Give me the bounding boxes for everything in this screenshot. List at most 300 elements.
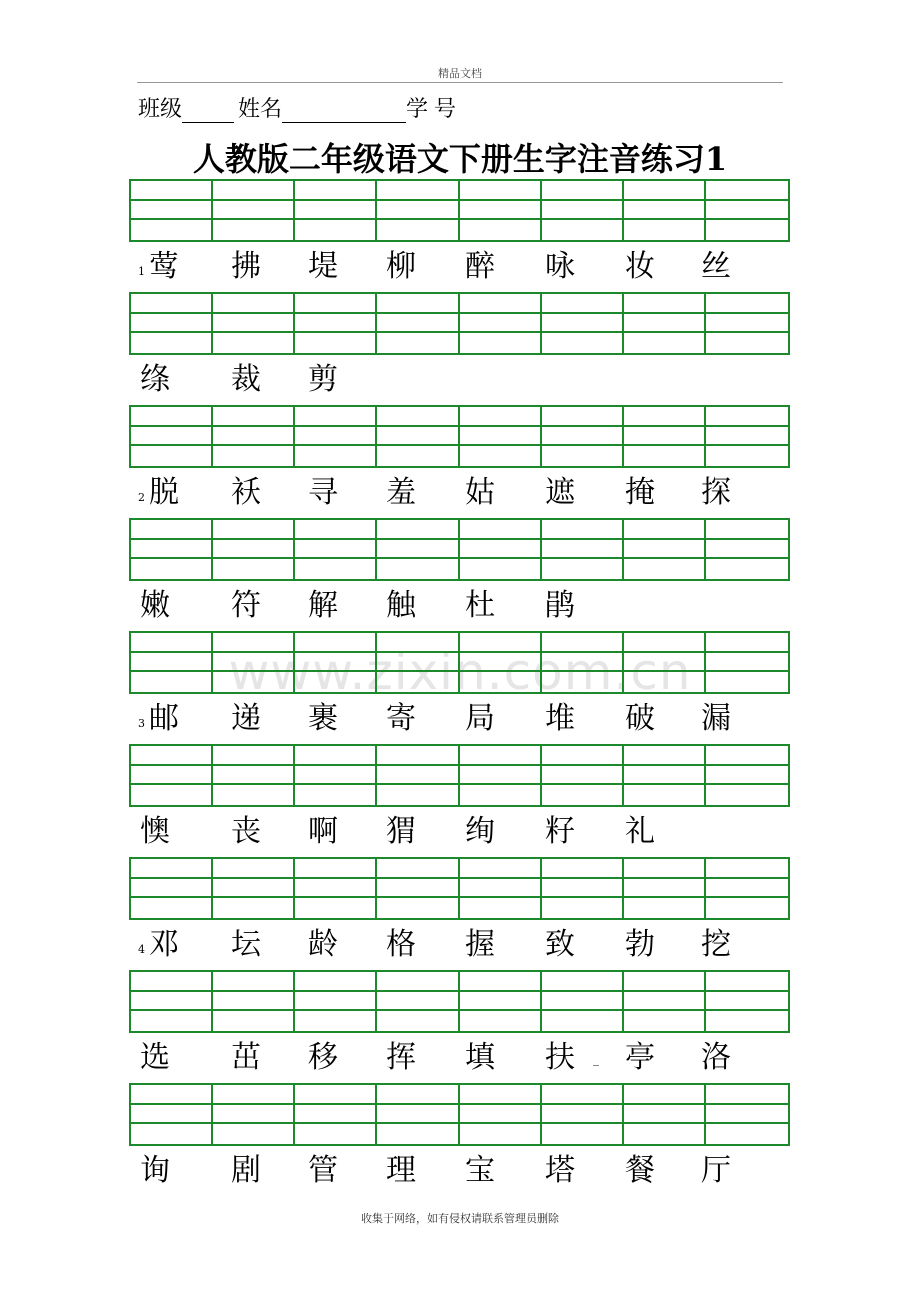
pinyin-cell[interactable] <box>460 1124 542 1144</box>
pinyin-cell[interactable] <box>460 785 542 805</box>
pinyin-cell[interactable] <box>706 859 788 879</box>
chinese-character: 局 <box>465 701 495 736</box>
pinyin-cell[interactable] <box>542 746 624 766</box>
pinyin-cell[interactable] <box>295 859 377 879</box>
chinese-character: 掩 <box>625 475 655 510</box>
chinese-character: 管 <box>308 1153 338 1188</box>
pinyin-cell[interactable] <box>706 407 788 427</box>
pinyin-cell[interactable] <box>131 407 213 427</box>
pinyin-cell[interactable] <box>295 1105 377 1125</box>
pinyin-cell[interactable] <box>624 898 706 918</box>
pinyin-cell[interactable] <box>295 540 377 560</box>
chinese-character: 脱 <box>149 475 179 510</box>
pinyin-cell[interactable] <box>460 653 542 673</box>
chinese-character: 籽 <box>545 814 575 849</box>
chinese-character: 剧 <box>231 1153 261 1188</box>
pinyin-cell[interactable] <box>213 992 295 1012</box>
chinese-character: 嫩 <box>140 588 170 623</box>
pinyin-cell[interactable] <box>706 992 788 1012</box>
pinyin-cell[interactable] <box>624 766 706 786</box>
pinyin-cell[interactable] <box>131 898 213 918</box>
chinese-character: 致 <box>545 927 575 962</box>
pinyin-cell[interactable] <box>213 333 295 353</box>
chinese-character: 解 <box>308 588 338 623</box>
chinese-character: 餐 <box>625 1153 655 1188</box>
chinese-character: 格 <box>386 927 416 962</box>
character-row <box>138 1151 788 1191</box>
pinyin-cell[interactable] <box>295 1011 377 1031</box>
pinyin-cell[interactable] <box>295 520 377 540</box>
chinese-character: 绚 <box>465 814 495 849</box>
pinyin-cell[interactable] <box>706 1124 788 1144</box>
pinyin-cell[interactable] <box>131 540 213 560</box>
pinyin-cell[interactable] <box>213 427 295 447</box>
pinyin-cell[interactable] <box>542 220 624 240</box>
chinese-character: 挖 <box>701 927 731 962</box>
pinyin-cell[interactable] <box>295 1124 377 1144</box>
pinyin-cell[interactable] <box>213 653 295 673</box>
pinyin-cell[interactable] <box>295 181 377 201</box>
pinyin-cell[interactable] <box>624 181 706 201</box>
pinyin-cell[interactable] <box>706 314 788 334</box>
footer-text: 收集于网络，如有侵权请联系管理员删除 <box>361 1212 559 1225</box>
pinyin-cell[interactable] <box>213 746 295 766</box>
chinese-character: 握 <box>465 927 495 962</box>
pinyin-cell[interactable] <box>213 859 295 879</box>
pinyin-cell[interactable] <box>377 672 459 692</box>
pinyin-cell[interactable] <box>295 785 377 805</box>
chinese-character: 醉 <box>465 249 495 284</box>
pinyin-cell[interactable] <box>131 785 213 805</box>
pinyin-cell[interactable] <box>624 879 706 899</box>
pinyin-cell[interactable] <box>377 898 459 918</box>
pinyin-cell[interactable] <box>542 766 624 786</box>
pinyin-cell[interactable] <box>542 294 624 314</box>
pinyin-grid <box>129 631 790 694</box>
pinyin-cell[interactable] <box>542 1011 624 1031</box>
chinese-character: 茁 <box>231 1040 261 1075</box>
pinyin-cell[interactable] <box>624 1105 706 1125</box>
pinyin-cell[interactable] <box>706 653 788 673</box>
pinyin-cell[interactable] <box>295 672 377 692</box>
pinyin-grid <box>129 292 790 355</box>
pinyin-cell[interactable] <box>624 540 706 560</box>
pinyin-cell[interactable] <box>542 898 624 918</box>
pinyin-cell[interactable] <box>377 201 459 221</box>
pinyin-grid <box>129 970 790 1033</box>
pinyin-cell[interactable] <box>624 333 706 353</box>
chinese-character: 漏 <box>701 701 731 736</box>
pinyin-cell[interactable] <box>377 766 459 786</box>
pinyin-cell[interactable] <box>213 446 295 466</box>
pinyin-cell[interactable] <box>295 746 377 766</box>
pinyin-cell[interactable] <box>377 785 459 805</box>
pinyin-cell[interactable] <box>706 540 788 560</box>
pinyin-grid <box>129 179 790 242</box>
pinyin-grid <box>129 744 790 807</box>
character-row <box>138 812 788 852</box>
pinyin-cell[interactable] <box>131 446 213 466</box>
pinyin-cell[interactable] <box>706 559 788 579</box>
pinyin-cell[interactable] <box>213 672 295 692</box>
chinese-character: 移 <box>308 1040 338 1075</box>
pinyin-cell[interactable] <box>131 1011 213 1031</box>
chinese-character: 堤 <box>308 249 338 284</box>
pinyin-cell[interactable] <box>377 1085 459 1105</box>
pinyin-cell[interactable] <box>295 1085 377 1105</box>
pinyin-cell[interactable] <box>460 559 542 579</box>
pinyin-cell[interactable] <box>460 1011 542 1031</box>
pinyin-cell[interactable] <box>377 446 459 466</box>
pinyin-cell[interactable] <box>460 766 542 786</box>
character-row <box>138 699 788 739</box>
chinese-character: 裁 <box>231 362 261 397</box>
pinyin-cell[interactable] <box>213 766 295 786</box>
pinyin-cell[interactable] <box>213 633 295 653</box>
pinyin-cell[interactable] <box>624 1124 706 1144</box>
lesson-number: 3 <box>138 717 145 730</box>
pinyin-cell[interactable] <box>213 1011 295 1031</box>
pinyin-cell[interactable] <box>213 201 295 221</box>
chinese-character: 破 <box>625 701 655 736</box>
pinyin-cell[interactable] <box>460 446 542 466</box>
lesson-number: 4 <box>138 943 145 956</box>
pinyin-cell[interactable] <box>706 520 788 540</box>
pinyin-cell[interactable] <box>542 520 624 540</box>
pinyin-cell[interactable] <box>377 1011 459 1031</box>
pinyin-cell[interactable] <box>706 1011 788 1031</box>
pinyin-cell[interactable] <box>131 972 213 992</box>
pinyin-cell[interactable] <box>460 407 542 427</box>
chinese-character: 懊 <box>140 814 170 849</box>
pinyin-cell[interactable] <box>295 879 377 899</box>
stray-mark: _ <box>593 1052 599 1066</box>
chinese-character: 礼 <box>625 814 655 849</box>
pinyin-cell[interactable] <box>213 540 295 560</box>
pinyin-cell[interactable] <box>542 672 624 692</box>
chinese-character: 妆 <box>625 249 655 284</box>
pinyin-cell[interactable] <box>624 446 706 466</box>
pinyin-cell[interactable] <box>377 540 459 560</box>
pinyin-cell[interactable] <box>460 898 542 918</box>
pinyin-cell[interactable] <box>377 879 459 899</box>
pinyin-cell[interactable] <box>542 879 624 899</box>
pinyin-cell[interactable] <box>542 1105 624 1125</box>
pinyin-cell[interactable] <box>542 314 624 334</box>
pinyin-cell[interactable] <box>377 859 459 879</box>
pinyin-cell[interactable] <box>542 992 624 1012</box>
pinyin-cell[interactable] <box>131 201 213 221</box>
chinese-character: 扶 <box>545 1040 575 1075</box>
pinyin-cell[interactable] <box>131 314 213 334</box>
pinyin-cell[interactable] <box>131 520 213 540</box>
pinyin-cell[interactable] <box>377 1105 459 1125</box>
pinyin-cell[interactable] <box>624 1085 706 1105</box>
chinese-character: 鹃 <box>545 588 575 623</box>
pinyin-cell[interactable] <box>624 972 706 992</box>
watermark: www.zixin.com.cn <box>228 643 692 701</box>
pinyin-cell[interactable] <box>542 427 624 447</box>
pinyin-cell[interactable] <box>213 294 295 314</box>
pinyin-cell[interactable] <box>295 333 377 353</box>
pinyin-cell[interactable] <box>377 520 459 540</box>
chinese-character: 符 <box>231 588 261 623</box>
student-info-line <box>138 92 462 123</box>
pinyin-cell[interactable] <box>295 653 377 673</box>
pinyin-cell[interactable] <box>377 181 459 201</box>
pinyin-cell[interactable] <box>295 201 377 221</box>
pinyin-cell[interactable] <box>624 220 706 240</box>
pinyin-cell[interactable] <box>131 294 213 314</box>
pinyin-cell[interactable] <box>460 992 542 1012</box>
pinyin-cell[interactable] <box>460 879 542 899</box>
pinyin-cell[interactable] <box>706 220 788 240</box>
pinyin-cell[interactable] <box>624 653 706 673</box>
chinese-character: 探 <box>701 475 731 510</box>
pinyin-cell[interactable] <box>542 859 624 879</box>
pinyin-cell[interactable] <box>460 314 542 334</box>
pinyin-cell[interactable] <box>131 766 213 786</box>
chinese-character: 猬 <box>386 814 416 849</box>
chinese-character: 亭 <box>625 1040 655 1075</box>
chinese-character: 挥 <box>386 1040 416 1075</box>
pinyin-cell[interactable] <box>624 407 706 427</box>
chinese-character: 邮 <box>149 701 179 736</box>
pinyin-cell[interactable] <box>213 181 295 201</box>
pinyin-cell[interactable] <box>131 746 213 766</box>
name-label: 姓名 <box>238 97 283 122</box>
pinyin-cell[interactable] <box>706 785 788 805</box>
pinyin-cell[interactable] <box>377 972 459 992</box>
pinyin-cell[interactable] <box>460 859 542 879</box>
pinyin-cell[interactable] <box>542 559 624 579</box>
pinyin-cell[interactable] <box>706 766 788 786</box>
chinese-character: 羞 <box>386 475 416 510</box>
chinese-character: 厅 <box>701 1153 731 1188</box>
pinyin-cell[interactable] <box>213 559 295 579</box>
pinyin-grid <box>129 1083 790 1146</box>
pinyin-cell[interactable] <box>542 181 624 201</box>
pinyin-cell[interactable] <box>213 1124 295 1144</box>
pinyin-cell[interactable] <box>295 972 377 992</box>
name-blank[interactable] <box>282 100 406 123</box>
pinyin-cell[interactable] <box>706 898 788 918</box>
header-divider <box>137 82 783 83</box>
chinese-character: 触 <box>386 588 416 623</box>
pinyin-cell[interactable] <box>377 294 459 314</box>
pinyin-cell[interactable] <box>460 540 542 560</box>
pinyin-cell[interactable] <box>131 1085 213 1105</box>
pinyin-cell[interactable] <box>131 333 213 353</box>
chinese-character: 柳 <box>386 249 416 284</box>
chinese-character: 邓 <box>149 927 179 962</box>
pinyin-cell[interactable] <box>131 653 213 673</box>
pinyin-cell[interactable] <box>377 427 459 447</box>
pinyin-cell[interactable] <box>377 220 459 240</box>
chinese-character: 填 <box>465 1040 495 1075</box>
pinyin-cell[interactable] <box>295 427 377 447</box>
pinyin-cell[interactable] <box>706 181 788 201</box>
pinyin-cell[interactable] <box>460 294 542 314</box>
pinyin-cell[interactable] <box>542 972 624 992</box>
pinyin-cell[interactable] <box>131 1105 213 1125</box>
pinyin-cell[interactable] <box>542 1124 624 1144</box>
pinyin-cell[interactable] <box>624 859 706 879</box>
pinyin-cell[interactable] <box>624 1011 706 1031</box>
page-title: 人教版二年级语文下册生字注音练习1 <box>192 140 728 178</box>
pinyin-cell[interactable] <box>460 520 542 540</box>
chinese-character: 寻 <box>308 475 338 510</box>
pinyin-cell[interactable] <box>542 446 624 466</box>
pinyin-cell[interactable] <box>542 540 624 560</box>
pinyin-cell[interactable] <box>295 294 377 314</box>
pinyin-cell[interactable] <box>460 1105 542 1125</box>
pinyin-cell[interactable] <box>460 1085 542 1105</box>
pinyin-cell[interactable] <box>377 992 459 1012</box>
pinyin-cell[interactable] <box>706 879 788 899</box>
pinyin-cell[interactable] <box>295 220 377 240</box>
pinyin-cell[interactable] <box>542 201 624 221</box>
character-row <box>138 247 788 287</box>
chinese-character: 丧 <box>231 814 261 849</box>
pinyin-cell[interactable] <box>624 520 706 540</box>
pinyin-cell[interactable] <box>624 672 706 692</box>
pinyin-cell[interactable] <box>624 633 706 653</box>
pinyin-cell[interactable] <box>706 333 788 353</box>
pinyin-cell[interactable] <box>295 633 377 653</box>
pinyin-cell[interactable] <box>460 220 542 240</box>
pinyin-cell[interactable] <box>624 746 706 766</box>
pinyin-cell[interactable] <box>213 898 295 918</box>
pinyin-cell[interactable] <box>295 407 377 427</box>
chinese-character: 洛 <box>701 1040 731 1075</box>
pinyin-cell[interactable] <box>624 427 706 447</box>
pinyin-cell[interactable] <box>460 633 542 653</box>
pinyin-cell[interactable] <box>131 992 213 1012</box>
chinese-character: 理 <box>386 1153 416 1188</box>
lesson-number: 2 <box>138 491 145 504</box>
chinese-character: 询 <box>140 1153 170 1188</box>
pinyin-grid <box>129 405 790 468</box>
chinese-character: 拂 <box>231 249 261 284</box>
pinyin-cell[interactable] <box>460 746 542 766</box>
pinyin-cell[interactable] <box>377 333 459 353</box>
pinyin-cell[interactable] <box>542 633 624 653</box>
pinyin-cell[interactable] <box>131 879 213 899</box>
pinyin-cell[interactable] <box>295 766 377 786</box>
pinyin-cell[interactable] <box>213 220 295 240</box>
pinyin-cell[interactable] <box>377 633 459 653</box>
chinese-character: 遮 <box>545 475 575 510</box>
pinyin-cell[interactable] <box>542 785 624 805</box>
pinyin-cell[interactable] <box>213 314 295 334</box>
character-row <box>138 360 788 400</box>
pinyin-cell[interactable] <box>460 672 542 692</box>
pinyin-cell[interactable] <box>460 333 542 353</box>
pinyin-cell[interactable] <box>295 446 377 466</box>
pinyin-cell[interactable] <box>624 201 706 221</box>
chinese-character: 杜 <box>465 588 495 623</box>
pinyin-cell[interactable] <box>706 633 788 653</box>
pinyin-cell[interactable] <box>377 653 459 673</box>
chinese-character: 坛 <box>231 927 261 962</box>
pinyin-cell[interactable] <box>624 294 706 314</box>
class-blank[interactable] <box>182 100 234 123</box>
pinyin-cell[interactable] <box>706 427 788 447</box>
pinyin-cell[interactable] <box>706 672 788 692</box>
pinyin-cell[interactable] <box>213 520 295 540</box>
pinyin-cell[interactable] <box>706 746 788 766</box>
pinyin-cell[interactable] <box>213 1085 295 1105</box>
pinyin-cell[interactable] <box>213 785 295 805</box>
pinyin-cell[interactable] <box>706 1085 788 1105</box>
pinyin-cell[interactable] <box>377 1124 459 1144</box>
pinyin-cell[interactable] <box>131 859 213 879</box>
pinyin-cell[interactable] <box>377 407 459 427</box>
pinyin-cell[interactable] <box>131 220 213 240</box>
pinyin-cell[interactable] <box>542 333 624 353</box>
chinese-character: 啊 <box>308 814 338 849</box>
chinese-character: 堆 <box>545 701 575 736</box>
pinyin-cell[interactable] <box>460 201 542 221</box>
chinese-character: 丝 <box>701 249 731 284</box>
chinese-character: 剪 <box>308 362 338 397</box>
pinyin-cell[interactable] <box>706 446 788 466</box>
pinyin-cell[interactable] <box>624 314 706 334</box>
pinyin-cell[interactable] <box>460 181 542 201</box>
pinyin-cell[interactable] <box>706 972 788 992</box>
class-label: 班级 <box>138 97 183 122</box>
chinese-character: 寄 <box>386 701 416 736</box>
id-label: 学号 <box>406 97 463 122</box>
pinyin-cell[interactable] <box>295 898 377 918</box>
pinyin-cell[interactable] <box>542 653 624 673</box>
pinyin-cell[interactable] <box>213 972 295 992</box>
pinyin-cell[interactable] <box>131 633 213 653</box>
character-row <box>138 586 788 626</box>
pinyin-cell[interactable] <box>542 1085 624 1105</box>
pinyin-cell[interactable] <box>131 559 213 579</box>
chinese-character: 咏 <box>545 249 575 284</box>
pinyin-cell[interactable] <box>377 314 459 334</box>
pinyin-cell[interactable] <box>460 972 542 992</box>
pinyin-cell[interactable] <box>706 1105 788 1125</box>
pinyin-cell[interactable] <box>624 559 706 579</box>
pinyin-cell[interactable] <box>295 559 377 579</box>
pinyin-cell[interactable] <box>624 992 706 1012</box>
pinyin-cell[interactable] <box>131 181 213 201</box>
chinese-character: 裹 <box>308 701 338 736</box>
pinyin-cell[interactable] <box>131 672 213 692</box>
chinese-character: 莺 <box>149 249 179 284</box>
character-row <box>138 1038 788 1078</box>
pinyin-cell[interactable] <box>377 559 459 579</box>
pinyin-cell[interactable] <box>131 427 213 447</box>
pinyin-cell[interactable] <box>295 992 377 1012</box>
pinyin-cell[interactable] <box>542 407 624 427</box>
pinyin-cell[interactable] <box>295 314 377 334</box>
pinyin-cell[interactable] <box>131 1124 213 1144</box>
pinyin-cell[interactable] <box>624 785 706 805</box>
pinyin-cell[interactable] <box>213 1105 295 1125</box>
pinyin-cell[interactable] <box>213 407 295 427</box>
pinyin-cell[interactable] <box>706 294 788 314</box>
chinese-character: 姑 <box>465 475 495 510</box>
pinyin-cell[interactable] <box>460 427 542 447</box>
pinyin-cell[interactable] <box>706 201 788 221</box>
pinyin-cell[interactable] <box>377 746 459 766</box>
pinyin-cell[interactable] <box>213 879 295 899</box>
